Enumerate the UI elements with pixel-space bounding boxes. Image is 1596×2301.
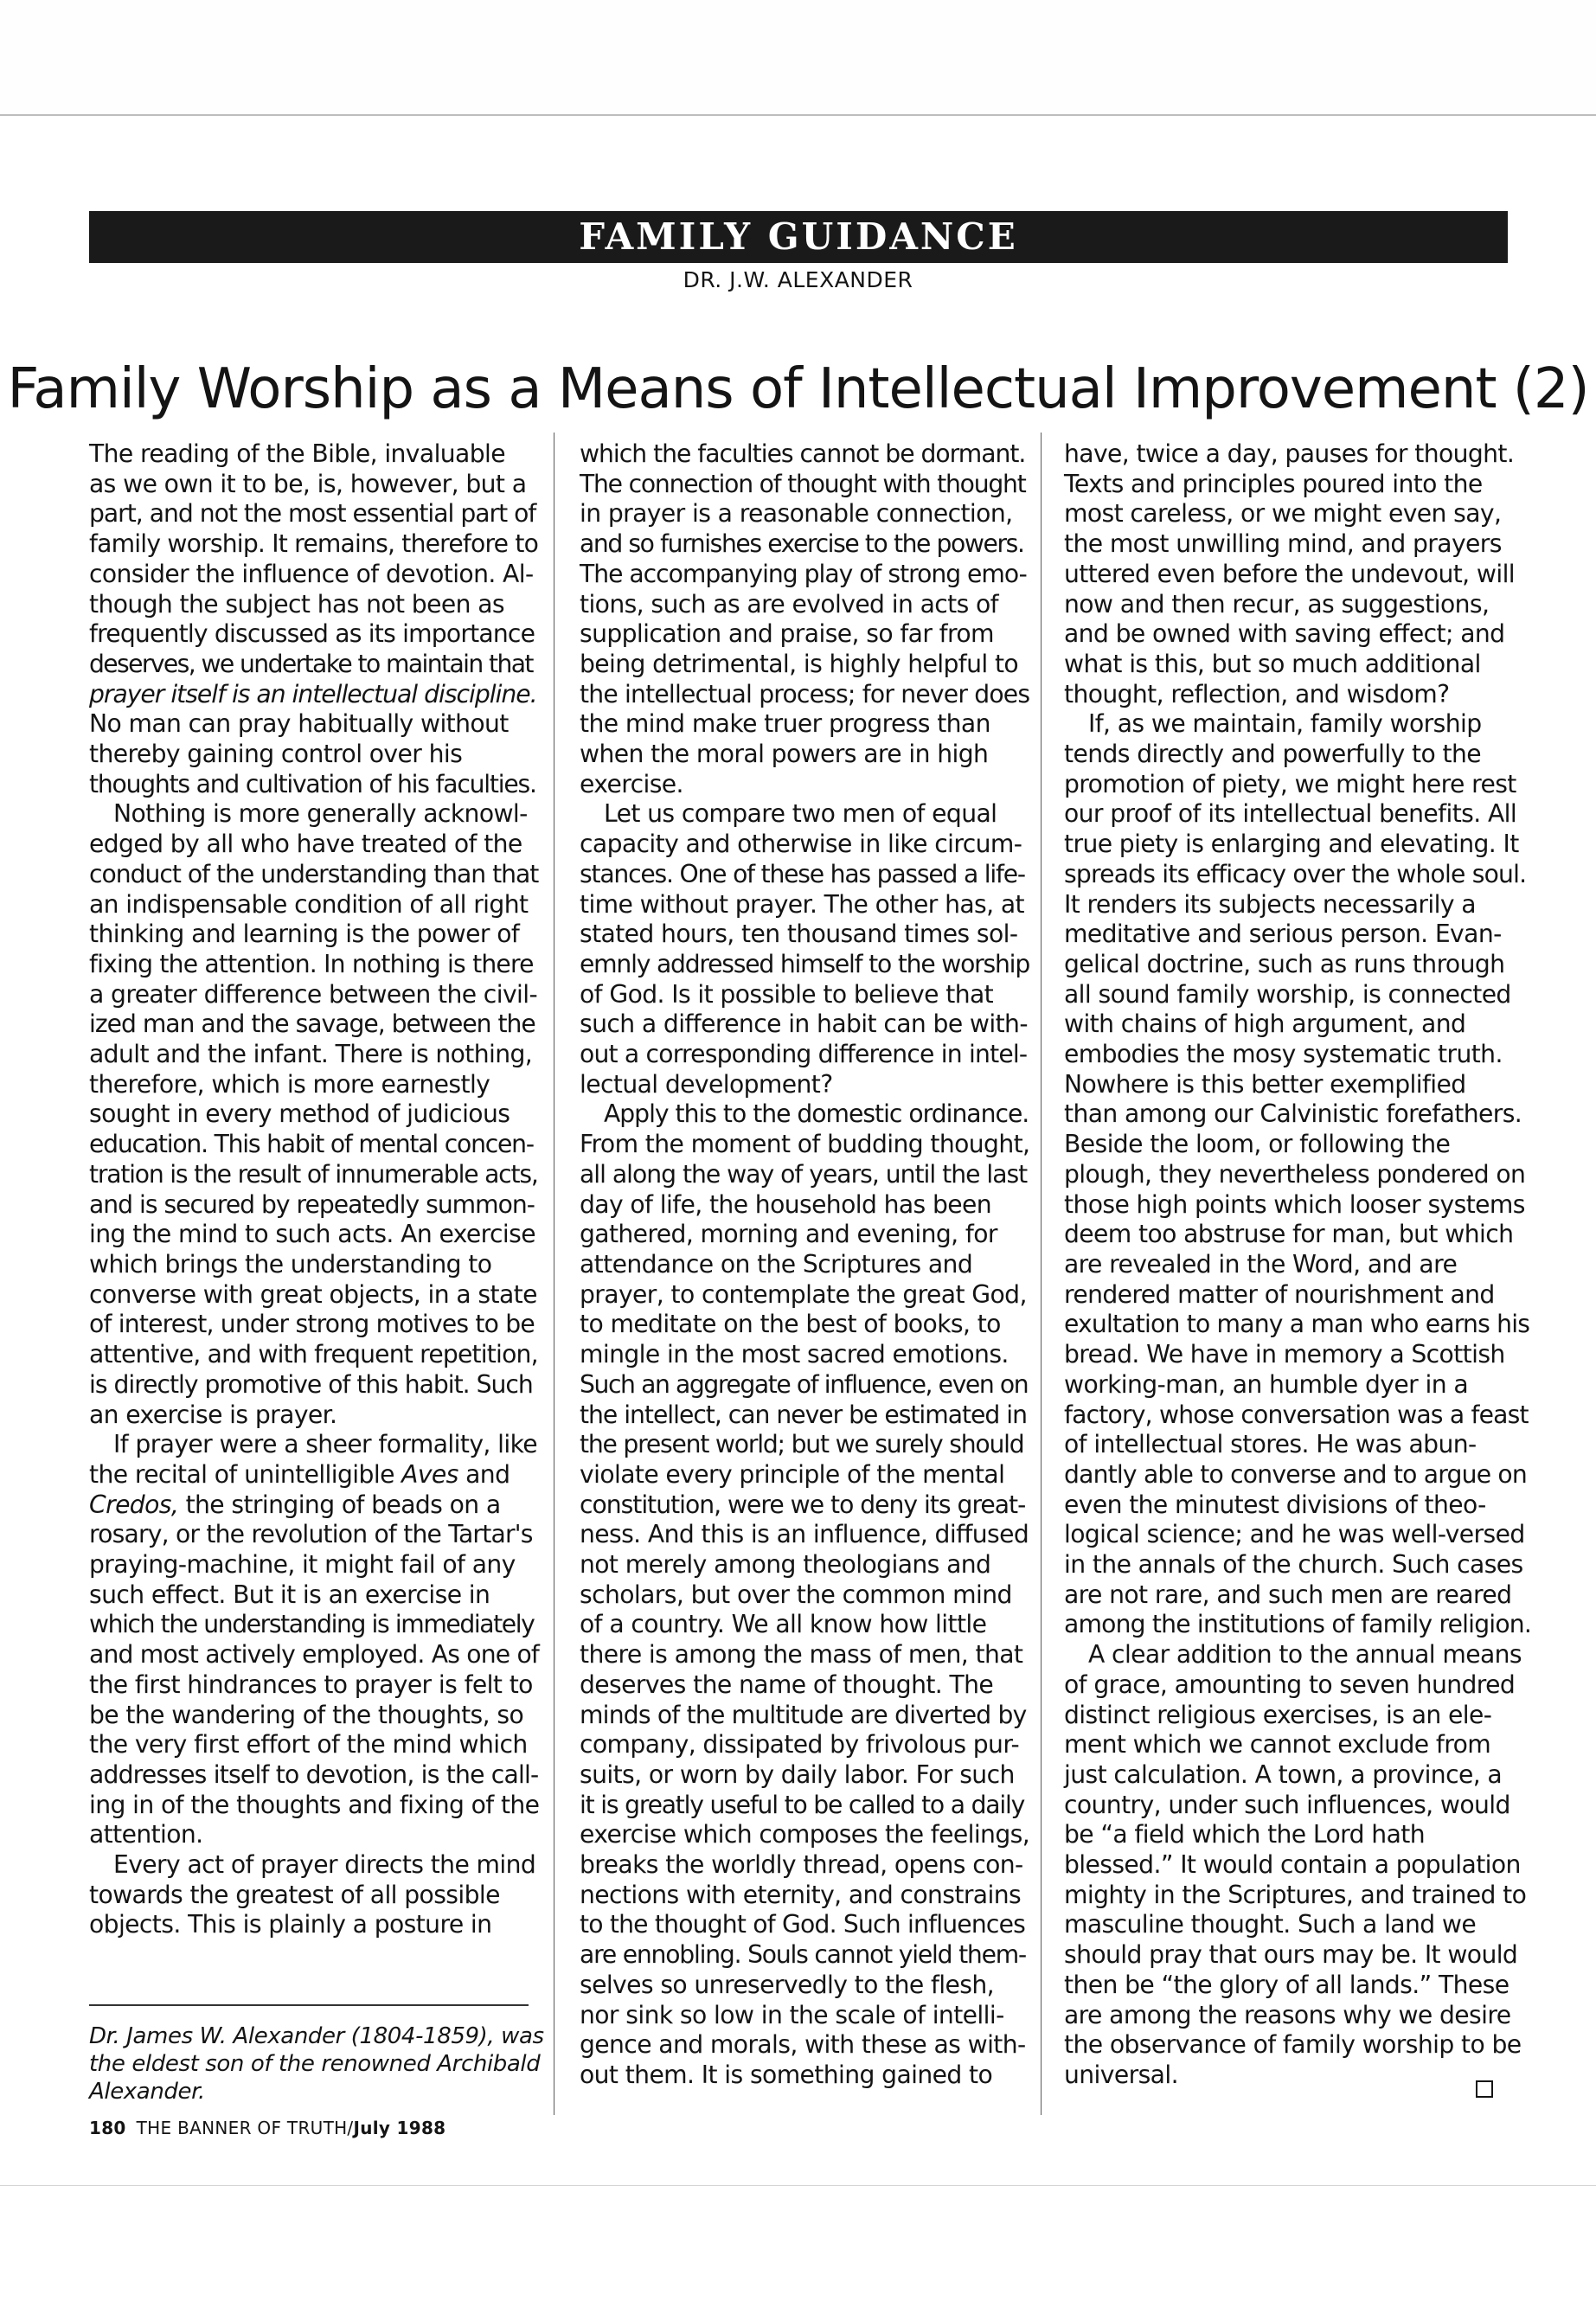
text-line: it is greatly useful to be called to a daily — [580, 1790, 1025, 1819]
text-line: praying-machine, it might fail of any — [89, 1550, 516, 1580]
text-line: breaks the worldly thread, opens con- — [580, 1850, 1023, 1880]
text-line: distinct religious exercises, is an ele- — [1064, 1700, 1492, 1729]
text-line: ing in of the thoughts and fixing of the — [89, 1790, 540, 1819]
text-line: consider the influence of devotion. Al- — [89, 559, 534, 588]
text-line: therefore, which is more earnestly — [89, 1069, 490, 1099]
text-line: The connection of thought with thought — [580, 469, 1026, 498]
text-line: Beside the loom, or following the — [1064, 1130, 1451, 1159]
text-line: The accompanying play of strong emo- — [580, 559, 1027, 588]
footnote-line: Alexander. — [89, 2079, 205, 2105]
scan-edge-line — [0, 114, 1596, 116]
text-line: Such an aggregate of influence, even on — [580, 1369, 1029, 1399]
author-footnote — [89, 2022, 544, 2106]
text-line: thought, reflection, and wisdom? — [1064, 679, 1450, 708]
text-line: have, twice a day, pauses for thought. — [1064, 439, 1515, 468]
text-line: our proof of its intellectual benefits. All — [1064, 799, 1517, 829]
text-line: being detrimental, is highly helpful to — [580, 649, 1019, 678]
footnote-rule — [89, 2004, 529, 2006]
text-line: gelical doctrine, such as runs through — [1064, 949, 1505, 978]
text-line: now and then recur, as suggestions, — [1064, 589, 1490, 619]
text-line: rosary, or the revolution of the Tartar's — [89, 1520, 533, 1549]
text-line: frequently discussed as its importance — [89, 619, 535, 649]
text-line: of intellectual stores. He was abun- — [1064, 1430, 1477, 1459]
text-line: nections with eternity, and constrains — [580, 1880, 1022, 1909]
text-line: out them. It is something gained to — [580, 2060, 993, 2089]
text-line: as we own it to be, is, however, but a — [89, 469, 527, 498]
text-line: all along the way of years, until the last — [580, 1159, 1028, 1189]
text-line: tration is the result of innumerable acts, — [89, 1159, 538, 1189]
text-line: with chains of high argument, and — [1064, 1009, 1466, 1039]
end-of-article-mark — [1476, 2080, 1493, 2098]
text-line: a greater difference between the civil- — [89, 979, 538, 1009]
text-line: family worship. It remains, therefore to — [89, 529, 539, 559]
text-line: masculine thought. Such a land we — [1064, 1910, 1477, 1939]
column-divider-2 — [1041, 433, 1042, 2115]
text-line: stated hours, ten thousand times sol- — [580, 920, 1018, 949]
text-line: the mind make truer progress than — [580, 709, 990, 739]
text-line: fixing the attention. In nothing is there — [89, 949, 534, 978]
text-line: blessed.” It would contain a population — [1064, 1850, 1521, 1880]
text-line: even the minutest divisions of theo- — [1064, 1490, 1486, 1519]
text-line: working-man, an humble dyer in a — [1064, 1369, 1468, 1399]
article-column-1 — [89, 439, 539, 1940]
text-line: Every act of prayer directs the mind — [113, 1850, 536, 1880]
text-line: true piety is enlarging and elevating. It — [1064, 830, 1519, 859]
text-line: spreads its efficacy over the whole soul. — [1064, 859, 1527, 888]
text-line: exultation to many a man who earns his — [1064, 1310, 1530, 1339]
text-line: are revealed in the Word, and are — [1064, 1249, 1458, 1279]
text-line: violate every principle of the mental — [580, 1459, 1005, 1489]
text-line: of a country. We all know how little — [580, 1610, 987, 1639]
text-line: factory, whose conversation was a feast — [1064, 1400, 1529, 1429]
text-line: an exercise is prayer. — [89, 1400, 337, 1429]
text-line: attentive, and with frequent repetition, — [89, 1340, 538, 1369]
text-line: then be “the glory of all lands.” These — [1064, 1970, 1509, 1999]
text-line: If, as we maintain, family worship — [1088, 709, 1482, 739]
text-line: and most actively employed. As one of — [89, 1640, 540, 1670]
text-line: and so furnishes exercise to the powers. — [580, 529, 1024, 559]
text-line: Credos, the stringing of beads on a — [89, 1490, 501, 1519]
text-line: tends directly and powerfully to the — [1064, 740, 1481, 769]
text-line: thinking and learning is the power of — [89, 920, 520, 949]
text-line: the most unwilling mind, and prayers — [1064, 529, 1502, 559]
text-line: attention. — [89, 1820, 203, 1849]
text-line: edged by all who have treated of the — [89, 830, 522, 859]
text-line: in the annals of the church. Such cases — [1064, 1550, 1523, 1580]
article-column-2 — [580, 439, 1029, 2091]
text-line: From the moment of budding thought, — [580, 1130, 1030, 1159]
text-line: Let us compare two men of equal — [604, 799, 997, 829]
text-line: deserves the name of thought. The — [580, 1670, 994, 1699]
text-line: prayer itself is an intellectual discipline. — [89, 679, 537, 708]
text-line: and is secured by repeatedly summon- — [89, 1189, 535, 1219]
text-line: than among our Calvinistic forefathers. — [1064, 1099, 1522, 1129]
footnote-line: the eldest son of the renowned Archibald — [89, 2051, 541, 2077]
text-line: there is among the mass of men, that — [580, 1640, 1023, 1670]
text-line: what is this, but so much additional — [1064, 649, 1481, 678]
text-line: among the institutions of family religion. — [1064, 1610, 1531, 1639]
text-line: part, and not the most essential part of — [89, 499, 536, 529]
text-line: to meditate on the best of books, to — [580, 1310, 1001, 1339]
text-line: the intellect, can never be estimated in — [580, 1400, 1027, 1429]
text-line: exercise which composes the feelings, — [580, 1820, 1030, 1849]
text-line: logical science; and he was well-versed — [1064, 1520, 1525, 1549]
text-line: ized man and the savage, between the — [89, 1009, 535, 1039]
text-line: mingle in the most sacred emotions. — [580, 1340, 1009, 1369]
text-line: uttered even before the undevout, will — [1064, 559, 1516, 588]
text-line: not merely among theologians and — [580, 1550, 991, 1580]
text-line: attendance on the Scriptures and — [580, 1249, 973, 1279]
text-line: thereby gaining control over his — [89, 740, 463, 769]
text-line: Nowhere is this better exemplified — [1064, 1069, 1466, 1099]
text-line: rendered matter of nourishment and — [1064, 1279, 1495, 1309]
text-line: plough, they nevertheless pondered on — [1064, 1159, 1526, 1189]
text-line: time without prayer. The other has, at — [580, 889, 1024, 919]
text-line: education. This habit of mental concen- — [89, 1130, 534, 1159]
issue-date: July 1988 — [353, 2118, 446, 2138]
text-line: supplication and praise, so far from — [580, 619, 994, 649]
text-line: capacity and otherwise in like circum- — [580, 830, 1022, 859]
text-line: promotion of piety, we might here rest — [1064, 769, 1516, 798]
text-line: be the wandering of the thoughts, so — [89, 1700, 524, 1729]
text-line: be “a field which the Lord hath — [1064, 1820, 1425, 1849]
text-line: deserves, we undertake to maintain that — [89, 649, 533, 678]
text-line: embodies the mosy systematic truth. — [1064, 1040, 1503, 1069]
text-line: company, dissipated by frivolous pur- — [580, 1730, 1020, 1759]
text-line: meditative and serious person. Evan- — [1064, 920, 1502, 949]
text-line: Nothing is more generally acknowl- — [113, 799, 528, 829]
text-line: suits, or worn by daily labor. For such — [580, 1759, 1015, 1789]
text-line: nor sink so low in the scale of intelli- — [580, 2000, 1004, 2029]
publication-name: THE BANNER OF TRUTH/ — [136, 2118, 354, 2138]
text-line: Apply this to the domestic ordinance. — [604, 1099, 1029, 1129]
text-line: selves so unreservedly to the flesh, — [580, 1970, 994, 1999]
text-line: when the moral powers are in high — [580, 740, 989, 769]
text-line: most careless, or we might even say, — [1064, 499, 1502, 529]
text-line: which the understanding is immediately — [89, 1610, 535, 1639]
text-line: gathered, morning and evening, for — [580, 1220, 997, 1249]
section-title: FAMILY GUIDANCE — [579, 215, 1018, 258]
text-line: in prayer is a reasonable connection, — [580, 499, 1013, 529]
text-line: conduct of the understanding than that — [89, 859, 539, 888]
text-line: are among the reasons why we desire — [1064, 2000, 1511, 2029]
text-line: country, under such influences, would — [1064, 1790, 1510, 1819]
section-header-bar — [89, 211, 1508, 263]
text-line: minds of the multitude are diverted by — [580, 1700, 1027, 1729]
text-line: objects. This is plainly a posture in — [89, 1910, 492, 1939]
text-line: the observance of family worship to be — [1064, 2030, 1522, 2060]
text-line: lectual development? — [580, 1069, 833, 1099]
text-line: and be owned with saving effect; and — [1064, 619, 1505, 649]
footnote-line: Dr. James W. Alexander (1804-1859), was — [89, 2023, 544, 2049]
text-line: emnly addressed himself to the worship — [580, 949, 1030, 978]
text-line: the recital of unintelligible Aves and — [89, 1459, 510, 1489]
article-column-3 — [1064, 439, 1531, 2091]
text-line: constitution, were we to deny its great- — [580, 1490, 1026, 1519]
text-line: though the subject has not been as — [89, 589, 504, 619]
text-line: converse with great objects, in a state — [89, 1279, 537, 1309]
text-line: of grace, amounting to seven hundred — [1064, 1670, 1516, 1699]
text-line: are ennobling. Souls cannot yield them- — [580, 1940, 1026, 1970]
text-line: day of life, the household has been — [580, 1189, 992, 1219]
text-line: of interest, under strong motives to be — [89, 1310, 535, 1339]
text-line: No man can pray habitually without — [89, 709, 509, 739]
text-line: the first hindrances to prayer is felt to — [89, 1670, 533, 1699]
text-line: the very first effort of the mind which — [89, 1730, 528, 1759]
page-number: 180 — [89, 2118, 126, 2138]
author-byline: DR. J.W. ALEXANDER — [683, 267, 913, 292]
text-line: are not rare, and such men are reared — [1064, 1580, 1512, 1609]
text-line: the intellectual process; for never does — [580, 679, 1030, 708]
text-line: addresses itself to devotion, is the call- — [89, 1759, 539, 1789]
text-line: adult and the infant. There is nothing, — [89, 1040, 533, 1069]
text-line: which brings the understanding to — [89, 1249, 492, 1279]
text-line: tions, such as are evolved in acts of — [580, 589, 999, 619]
text-line: such a difference in habit can be with- — [580, 1009, 1028, 1039]
text-line: just calculation. A town, a province, a — [1064, 1759, 1503, 1789]
text-line: to the thought of God. Such influences — [580, 1910, 1026, 1939]
text-line: should pray that ours may be. It would — [1064, 1940, 1518, 1970]
text-line: universal. — [1064, 2060, 1178, 2089]
text-line: dantly able to converse and to argue on — [1064, 1459, 1527, 1489]
text-line: A clear addition to the annual means — [1088, 1640, 1522, 1670]
text-line: deem too abstruse for man, but which — [1064, 1220, 1514, 1249]
text-line: bread. We have in memory a Scottish — [1064, 1340, 1505, 1369]
text-line: the present world; but we surely should — [580, 1430, 1024, 1459]
text-line: which the faculties cannot be dormant. — [580, 439, 1026, 468]
text-line: gence and morals, with these as with- — [580, 2030, 1026, 2060]
page-folio — [89, 2118, 445, 2138]
text-line: those high points which looser systems — [1064, 1189, 1525, 1219]
text-line: stances. One of these has passed a life- — [580, 859, 1025, 888]
scan-margin — [0, 0, 1596, 114]
text-line: mighty in the Scriptures, and trained to — [1064, 1880, 1527, 1909]
scan-bottom-line — [0, 2185, 1596, 2186]
text-line: an indispensable condition of all right — [89, 889, 529, 919]
text-line: It renders its subjects necessarily a — [1064, 889, 1476, 919]
text-line: is directly promotive of this habit. Such — [89, 1369, 533, 1399]
text-line: exercise. — [580, 769, 683, 798]
text-line: ing the mind to such acts. An exercise — [89, 1220, 535, 1249]
text-line: The reading of the Bible, invaluable — [89, 439, 505, 468]
text-line: ment which we cannot exclude from — [1064, 1730, 1491, 1759]
article-title: Family Worship as a Means of Intellectual Improvement (2) — [7, 357, 1589, 421]
text-line: If prayer were a sheer formality, like — [113, 1430, 538, 1459]
text-line: of God. Is it possible to believe that — [580, 979, 994, 1009]
text-line: such effect. But it is an exercise in — [89, 1580, 490, 1609]
text-line: Texts and principles poured into the — [1064, 469, 1483, 498]
text-line: scholars, but over the common mind — [580, 1580, 1012, 1609]
text-line: ness. And this is an influence, diffused — [580, 1520, 1029, 1549]
text-line: prayer, to contemplate the great God, — [580, 1279, 1027, 1309]
text-line: all sound family worship, is connected — [1064, 979, 1511, 1009]
text-line: sought in every method of judicious — [89, 1099, 510, 1129]
text-line: towards the greatest of all possible — [89, 1880, 500, 1909]
text-line: out a corresponding difference in intel- — [580, 1040, 1028, 1069]
text-line: thoughts and cultivation of his faculties. — [89, 769, 536, 798]
